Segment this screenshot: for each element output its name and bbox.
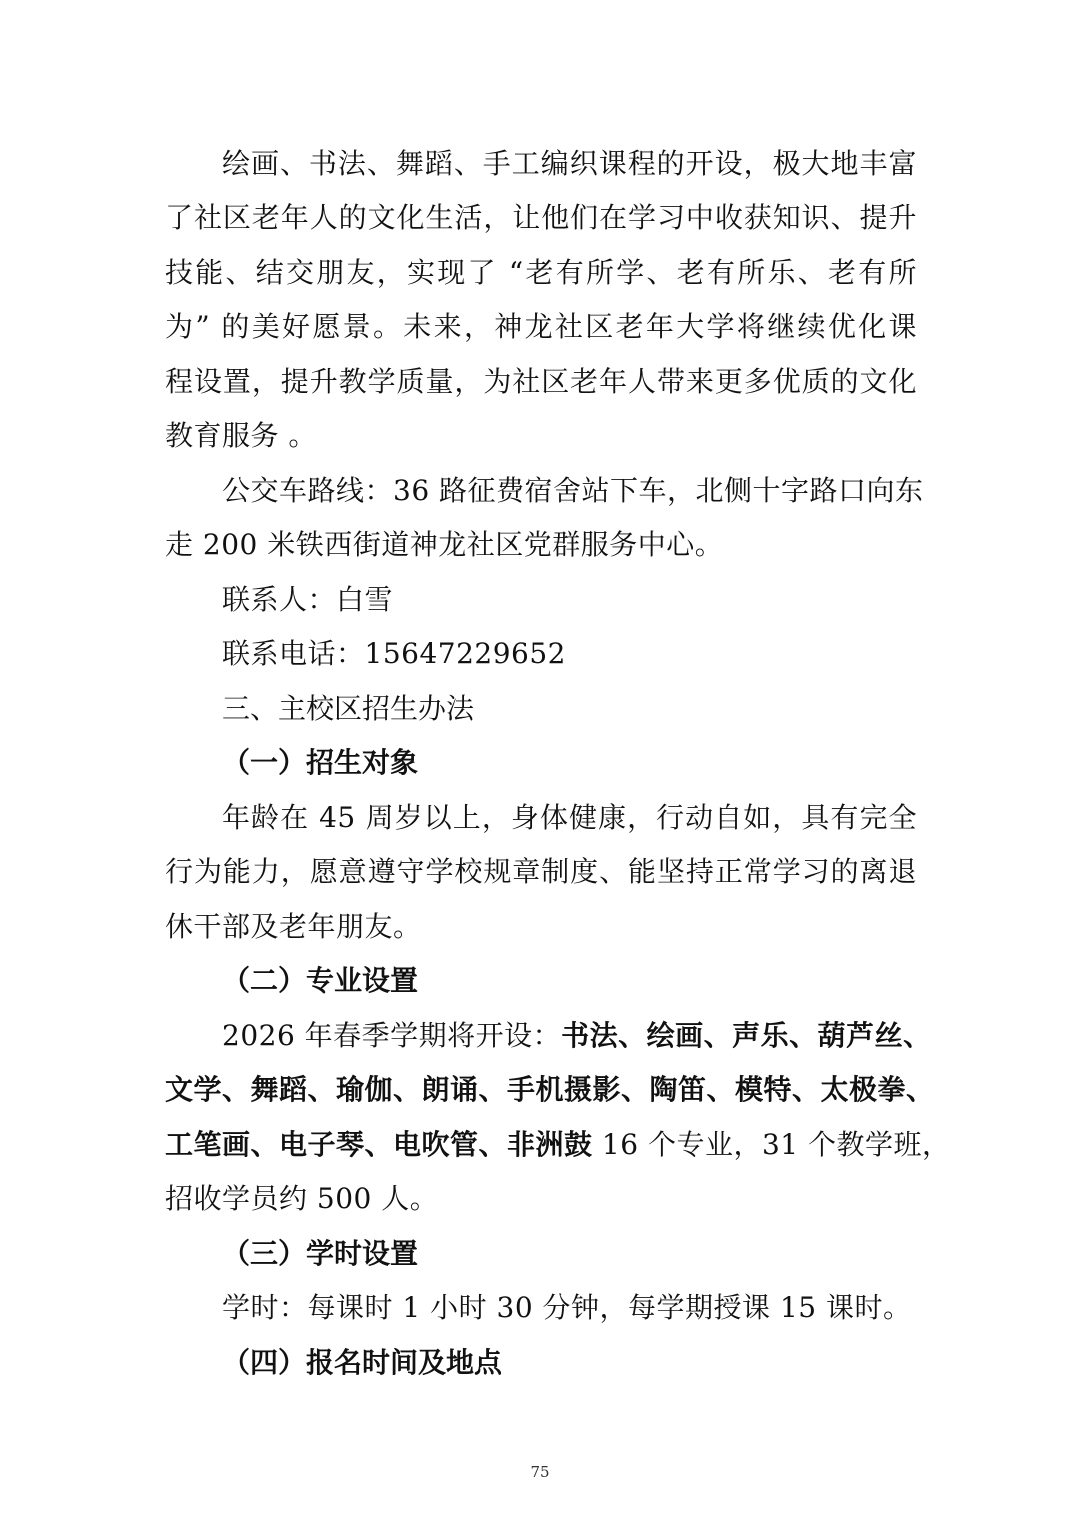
paragraph-line — [165, 1127, 951, 1163]
majors-list: 书法、绘画、声乐、葫芦丝、 — [561, 1019, 932, 1052]
paragraph-line: 绘画、书法、舞蹈、手工编织课程的开设，极大地丰富 — [222, 147, 917, 180]
section-heading: 三、主校区招生办法 — [222, 692, 475, 725]
paragraph-line — [165, 1072, 935, 1108]
paragraph-line: 休干部及老年朋友。 — [165, 910, 422, 943]
paragraph-line: 技能、结交朋友，实现了 “老有所学、老有所乐、老有所 — [165, 256, 917, 289]
paragraph-line: 年龄在 45 周岁以上，身体健康，行动自如，具有完全 — [222, 801, 917, 834]
majors-list: 文学、舞蹈、瑜伽、朗诵、手机摄影、陶笛、模特、太极拳、 — [165, 1073, 935, 1106]
paragraph-line: 为” 的美好愿景。未来，神龙社区老年大学将继续优化课 — [165, 310, 917, 343]
paragraph-line: 学时：每课时 1 小时 30 分钟，每学期授课 15 课时。 — [222, 1291, 912, 1324]
majors-summary: 16 个专业，31 个教学班， — [592, 1128, 951, 1161]
paragraph-line: 程设置，提升教学质量，为社区老年人带来更多优质的文化 — [165, 365, 917, 398]
bus-route-line: 公交车路线：36 路征费宿舍站下车，北侧十字路口向东 — [222, 474, 924, 507]
contact-person: 联系人：白雪 — [222, 583, 394, 616]
page-number: 75 — [530, 1463, 550, 1481]
subsection-heading: （一）招生对象 — [222, 746, 419, 779]
subsection-heading: （三）学时设置 — [222, 1237, 419, 1270]
subsection-heading: （二）专业设置 — [222, 964, 419, 997]
paragraph-line — [222, 1018, 932, 1054]
paragraph-line: 行为能力，愿意遵守学校规章制度、能坚持正常学习的离退 — [165, 855, 917, 888]
majors-list: 工笔画、电子琴、电吹管、非洲鼓 — [165, 1128, 593, 1161]
paragraph-line: 了社区老年人的文化生活，让他们在学习中收获知识、提升 — [165, 201, 917, 234]
contact-phone: 联系电话：15647229652 — [222, 637, 566, 670]
paragraph-line: 教育服务 。 — [165, 419, 317, 452]
subsection-heading: （四）报名时间及地点 — [222, 1346, 503, 1379]
bus-route-line: 走 200 米铁西街道神龙社区党群服务中心。 — [165, 528, 724, 561]
paragraph-line: 招收学员约 500 人。 — [165, 1182, 439, 1215]
majors-intro: 2026 年春季学期将开设： — [222, 1019, 562, 1052]
